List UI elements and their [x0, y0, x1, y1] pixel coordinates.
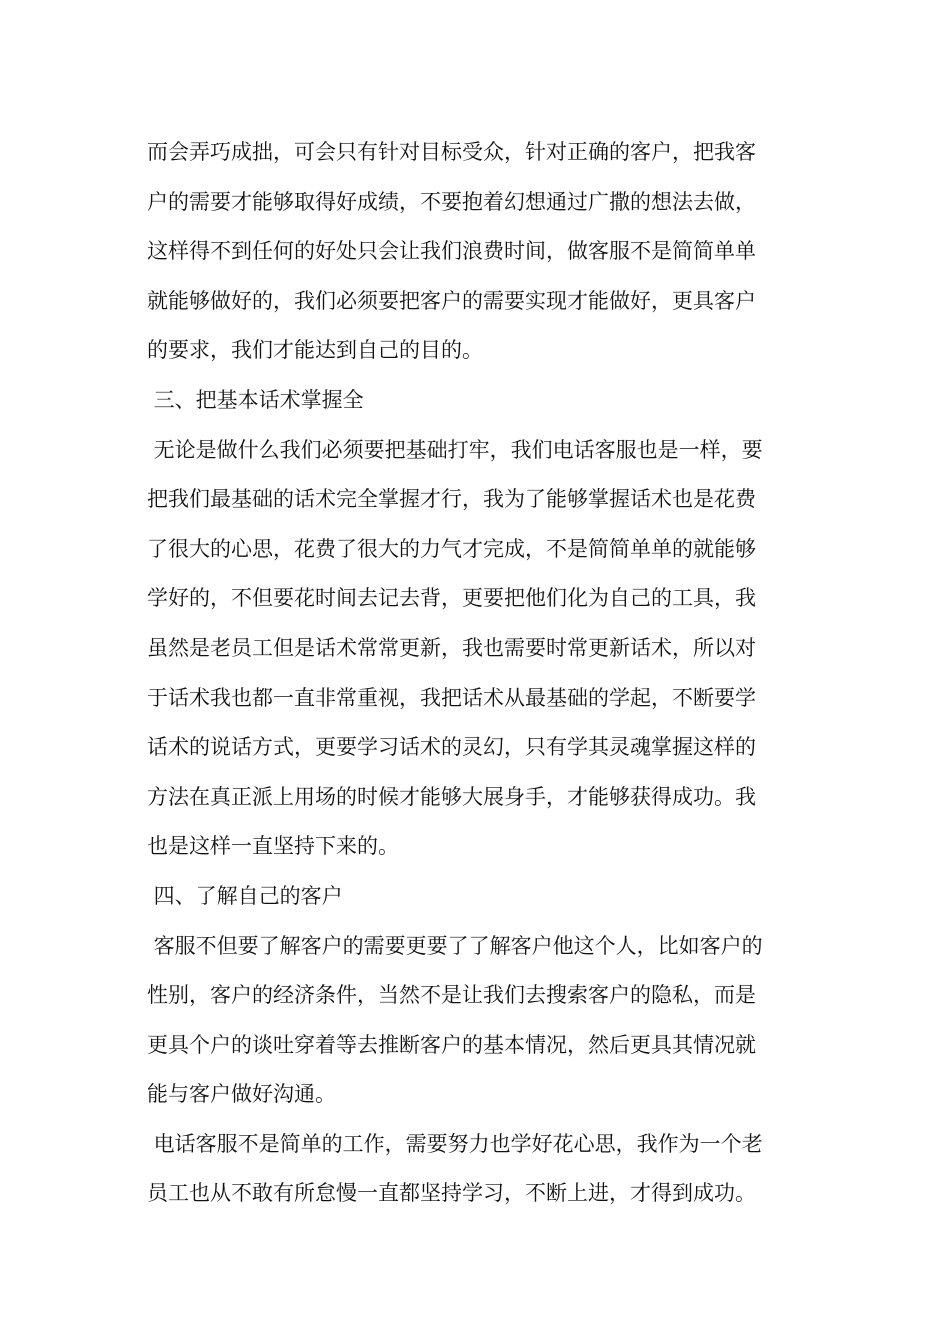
- section-heading-4: 四、了解自己的客户: [147, 883, 343, 908]
- text-line: 就能够做好的，我们必须要把客户的需要实现才能做好，更具客户: [147, 288, 756, 313]
- text-line: 电话客服不是简单的工作，需要努力也学好花心思，我作为一个老: [147, 1131, 763, 1156]
- section-heading-3: 三、把基本话术掌握全: [147, 387, 364, 412]
- text-line: 学好的，不但要花时间去记去背，更要把他们化为自己的工具，我: [147, 586, 756, 611]
- text-line: 性别，客户的经济条件，当然不是让我们去搜索客户的隐私，而是: [147, 983, 756, 1008]
- text-line: 能与客户做好沟通。: [147, 1082, 336, 1107]
- text-line: 的要求，我们才能达到自己的目的。: [147, 338, 483, 363]
- text-line: 这样得不到任何的好处只会让我们浪费时间，做客服不是简简单单: [147, 239, 756, 264]
- text-line: 更具个户的谈吐穿着等去推断客户的基本情况，然后更具其情况就: [147, 1032, 756, 1057]
- text-line: 虽然是老员工但是话术常常更新，我也需要时常更新话术，所以对: [147, 635, 756, 660]
- text-line: 也是这样一直坚持下来的。: [147, 834, 399, 859]
- text-line: 于话术我也都一直非常重视，我把话术从最基础的学起，不断要学: [147, 685, 756, 710]
- text-line: 而会弄巧成拙，可会只有针对目标受众，针对正确的客户，把我客: [147, 140, 756, 164]
- text-line: 客服不但要了解客户的需要更要了了解客户他这个人，比如客户的: [147, 933, 763, 958]
- text-line: 话术的说话方式，更要学习话术的灵幻，只有学其灵魂掌握这样的: [147, 735, 756, 760]
- text-line: 员工也从不敢有所怠慢一直都坚持学习，不断上进，才得到成功。: [147, 1181, 756, 1206]
- text-line: 了很大的心思，花费了很大的力气才完成，不是简简单单的就能够: [147, 536, 756, 561]
- text-line: 户的需要才能够取得好成绩，不要抱着幻想通过广撒的想法去做，: [147, 189, 756, 214]
- text-line: 把我们最基础的话术完全掌握才行，我为了能够掌握话术也是花费: [147, 487, 756, 512]
- text-line: 无论是做什么我们必须要把基础打牢，我们电话客服也是一样，要: [147, 437, 763, 462]
- body-text: [147, 128, 807, 1219]
- text-line: 方法在真正派上用场的时候才能够大展身手，才能够获得成功。我: [147, 784, 756, 809]
